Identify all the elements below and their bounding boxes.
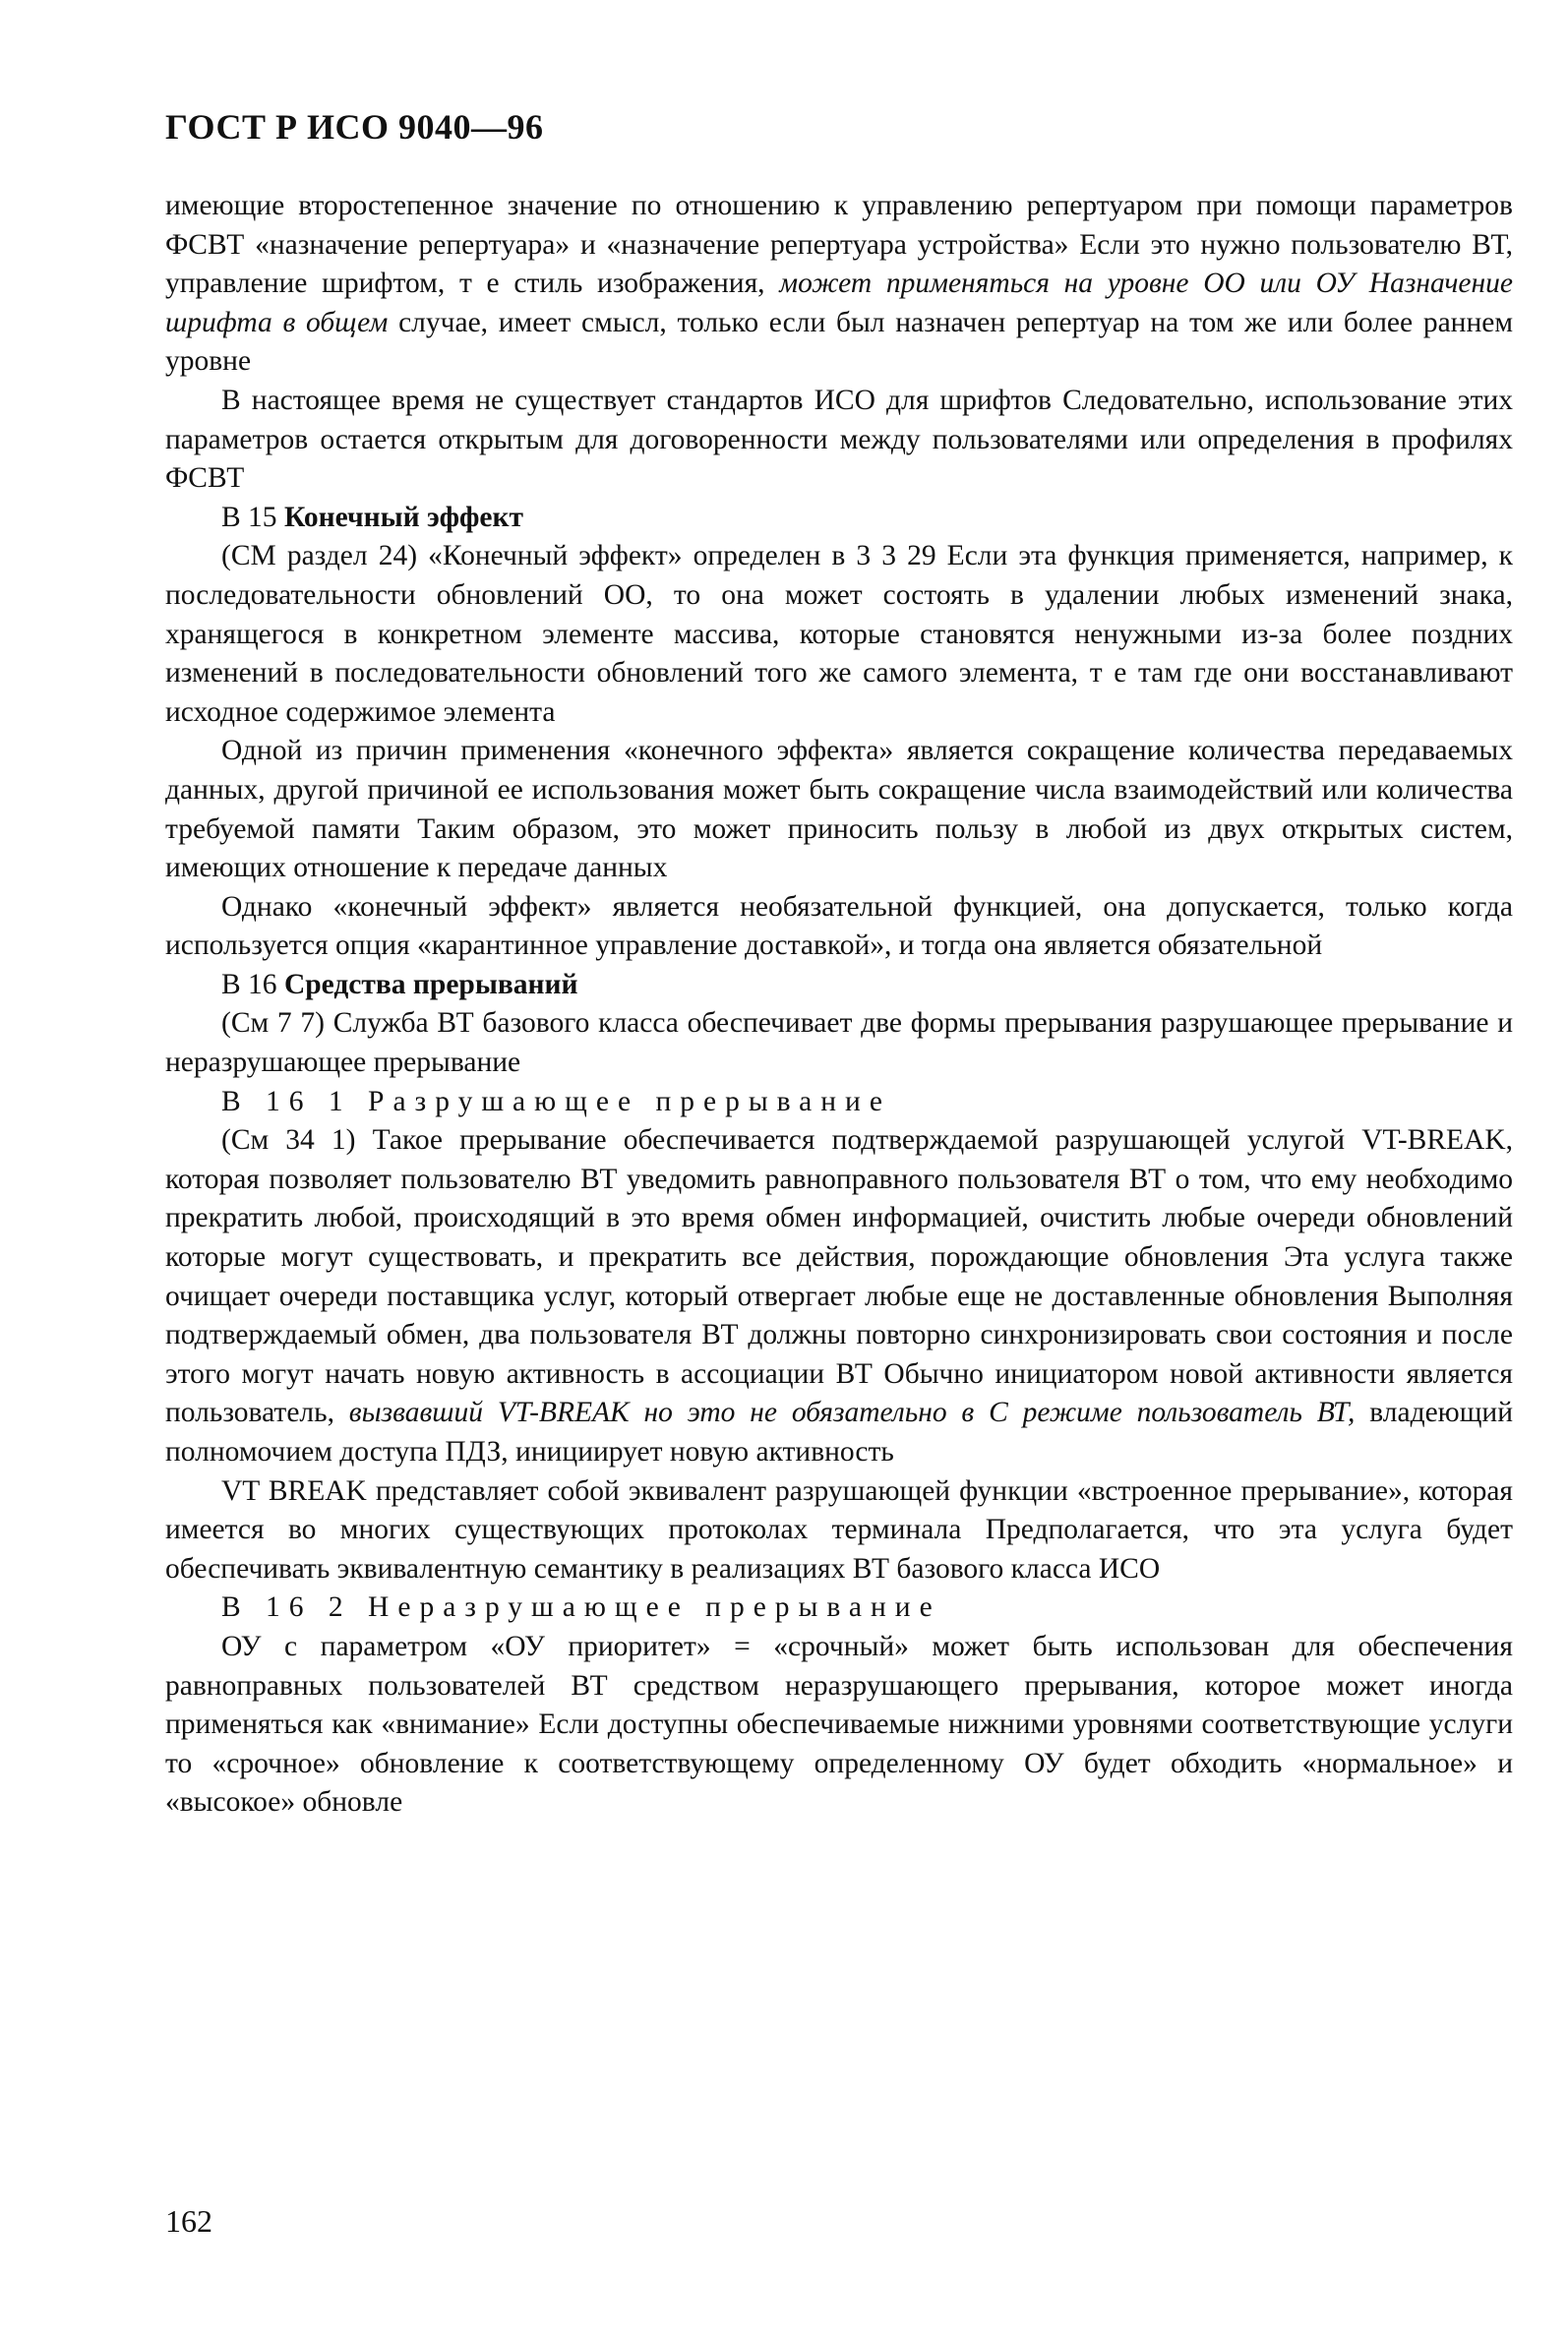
paragraph-7-italic: вызвавший VT-BREAK но это не обязательно в С режиме пользователь ВТ, <box>333 1397 1356 1429</box>
section-number-b16: В 16 <box>221 968 284 1000</box>
paragraph-4: Одной из причин применения «конечного эффекта» является сокращение количества передаваемых данных, другой причиной ее использования может быть сокращение числа взаимодействий или количества требуемой памяти Таким образом, это может приносить пользу в любой из двух открытых систем, имеющих отношение к передаче данных <box>165 735 1513 884</box>
section-title-b16: Средства прерываний <box>283 968 578 1000</box>
section-number-b15: В 15 <box>221 501 284 533</box>
paragraph-3: (СМ раздел 24) «Конечный эффект» определен в 3 3 29 Если эта функция применяется, например, к последовательности обновлений ОО, то она может состоять в удалении любых изменений знака, хранящегося в конкретном элементе массива, которые становятся ненужными из-за более поздних изменений в последовательности обновлений того же самого элемента, т е там где они восстанавливают исходное содержимое элемента <box>165 540 1513 728</box>
paragraph-1 <box>165 187 1513 382</box>
subsection-heading-b162: В 16 2 Неразрушающее прерывание <box>221 1591 941 1624</box>
section-heading-b15 <box>165 499 1513 538</box>
paragraph-7 <box>165 1121 1513 1471</box>
paragraph-2: В настоящее время не существует стандартов ИСО для шрифтов Следовательно, использование этих параметров остается открытым для договоренности между пользователями или определения в профилях ФСВТ <box>165 384 1513 495</box>
paragraph-7-text-a: (См 34 1) Такое прерывание обеспечивается подтверждаемой разрушающей услугой VT-BREAK, которая позволяет пользователю ВТ уведомить равноправного пользователя ВТ о том, что ему необходимо прекратить любой, происходящий в это время обмен информацией, очистить любые очереди обновлений которые могут существовать, и прекратить все действия, порождающие обновления Эта услуга также очищает очереди поставщика услуг, который отвергает любые еще не доставленные обновления Выполняя подтверждаемый обмен, два пользователя ВТ должны повторно синхронизировать свои состояния и после этого могут начать новую активность в ассоциации ВТ Обычно инициатором новой активности является пользователь, <box>165 1124 1513 1429</box>
paragraph-9: ОУ с параметром «ОУ приоритет» = «срочный» может быть использован для обеспечения равноправных пользователей ВТ средством неразрушающего прерывания, которое может иногда применяться как «внимание» Если доступны обеспечиваемые нижними уровнями соответствующие услуги то «срочное» обновление к соответствующему определенному ОУ будет обходить «нормальное» и «высокое» обновле <box>165 1630 1513 1819</box>
paragraph-7-text-c: владеющий полномочием доступа ПДЗ, инициирует новую активность <box>165 1397 1513 1468</box>
page-number: 162 <box>165 2203 212 2239</box>
paragraph-5: Однако «конечный эффект» является необязательной функцией, она допускается, только когда используется опция «карантинное управление доставкой», и тогда она является обязательной <box>165 890 1513 962</box>
paragraph-1-text-c: случае, имеет смысл, только если был назначен репертуар на том же или более раннем уровне <box>165 306 1513 378</box>
document-header: ГОСТ Р ИСО 9040—96 <box>165 107 544 147</box>
document-body <box>165 187 1513 1823</box>
subsection-heading-b161: В 16 1 Разрушающее прерывание <box>221 1085 891 1117</box>
paragraph-8: VT BREAK представляет собой эквивалент разрушающей функции «встроенное прерывание», которая имеется во многих существующих протоколах терминала Предполагается, что эта услуга будет обеспечивать эквивалентную семантику в реализациях ВТ базового класса ИСО <box>165 1474 1513 1585</box>
paragraph-1-italic: может применяться на уровне ОО или ОУ Назначение шрифта в общем <box>165 268 1513 338</box>
paragraph-6: (См 7 7) Служба ВТ базового класса обеспечивает две формы прерывания разрушающее прерывание и неразрушающее прерывание <box>165 1007 1513 1079</box>
section-title-b15: Конечный эффект <box>283 501 523 533</box>
paragraph-1-text-a: имеющие второстепенное значение по отношению к управлению репертуаром при помощи параметров ФСВТ «назначение репертуара» и «назначение репертуара устройства» Если это нужно пользователю ВТ, управление шрифтом, т е стиль изображения, <box>165 190 1513 300</box>
section-heading-b16 <box>165 966 1513 1005</box>
